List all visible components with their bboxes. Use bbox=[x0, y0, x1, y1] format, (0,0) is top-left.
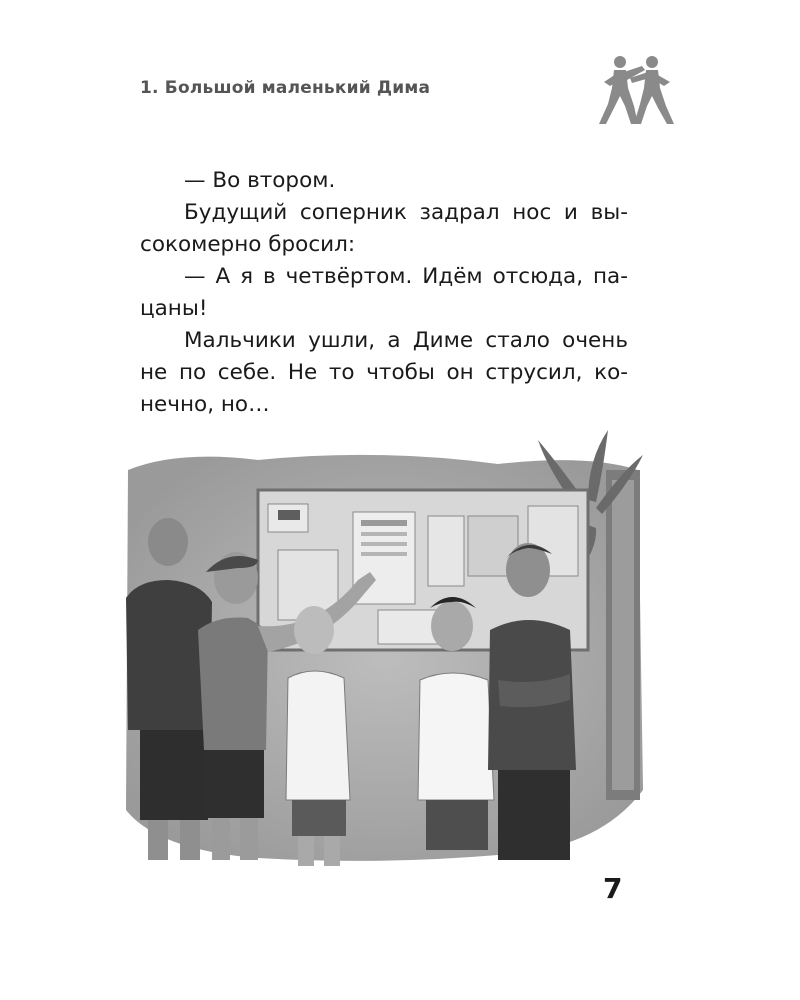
chapter-title: 1. Большой маленький Дима bbox=[140, 78, 431, 98]
text-line: — А я в четвёртом. Идём отсюда, па- bbox=[184, 264, 628, 289]
text-line: цаны! bbox=[140, 296, 208, 321]
text-line: Будущий соперник задрал нос и вы- bbox=[184, 200, 628, 225]
boxers-silhouette-icon bbox=[590, 52, 682, 126]
body-text bbox=[140, 165, 628, 421]
text-line: — Во втором. bbox=[184, 168, 336, 193]
text-line: Мальчики ушли, а Диме стало очень bbox=[184, 328, 628, 353]
text-line: не по себе. Не то чтобы он струсил, ко- bbox=[140, 360, 628, 385]
text-line: нечно, но… bbox=[140, 392, 270, 417]
page-number: 7 bbox=[603, 872, 623, 905]
text-line: сокомерно бросил: bbox=[140, 232, 356, 257]
boys-at-bulletin-board-illustration bbox=[118, 430, 648, 870]
